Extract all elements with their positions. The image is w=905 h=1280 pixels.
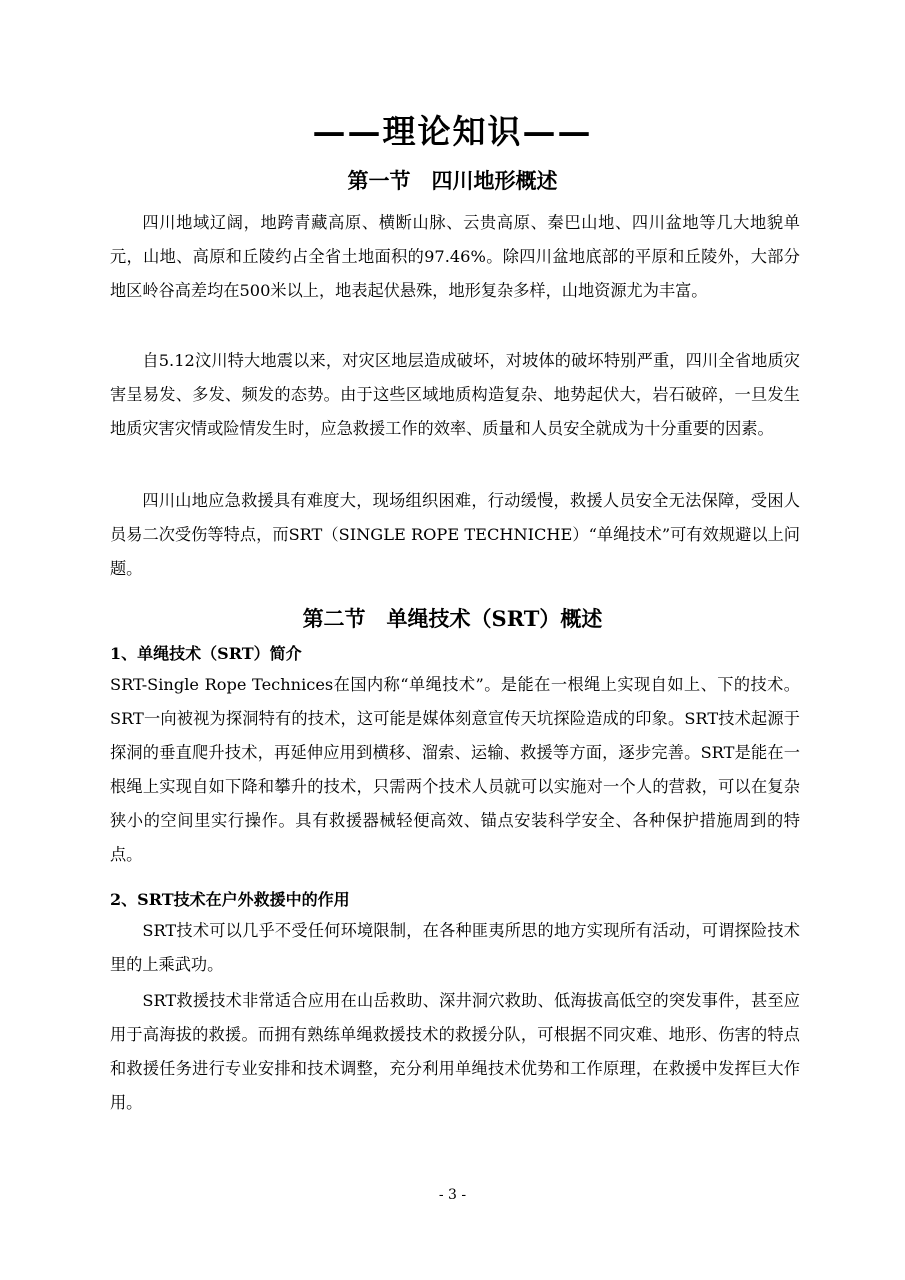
subsection-2-heading: 2、SRT技术在户外救援中的作用 xyxy=(110,890,350,909)
section-1-paragraph-1: 四川地域辽阔，地跨青藏高原、横断山脉、云贵高原、秦巴山地、四川盆地等几大地貌单元，山地、高原和丘陵约占全省土地面积的97.46%。除四川盆地底部的平原和丘陵外，大部分地区岭谷高差均在500米以上，地表起伏悬殊，地形复杂多样，山地资源尤为丰富。 xyxy=(110,213,800,300)
subsection-2-paragraph-1: SRT技术可以几乎不受任何环境限制，在各种匪夷所思的地方实现所有活动，可谓探险技术里的上乘武功。 xyxy=(110,921,800,974)
subsection-1-paragraph: SRT-Single Rope Technices在国内称“单绳技术”。是能在一根绳上实现自如上、下的技术。SRT一向被视为探洞特有的技术，这可能是媒体刻意宣传天坑探险造成的印象。SRT技术起源于探洞的垂直爬升技术，再延伸应用到横移、溜索、运输、救援等方面，逐步完善。SRT是能在一根绳上实现自如下降和攀升的技术，只需两个技术人员就可以实施对一个人的营救，可以在复杂狭小的空间里实行操作。具有救援器械轻便高效、锚点安装科学安全、各种保护措施周到的特点。 xyxy=(110,675,800,864)
section-1-heading: 第一节 四川地形概述 xyxy=(347,168,558,193)
page-title: ——理论知识—— xyxy=(312,112,593,151)
page-number: - 3 - xyxy=(438,1187,467,1203)
section-2-heading: 第二节 单绳技术（SRT）概述 xyxy=(302,606,603,631)
subsection-1-heading: 1、单绳技术（SRT）简介 xyxy=(110,644,302,663)
section-1-paragraph-3: 四川山地应急救援具有难度大，现场组织困难，行动缓慢，救援人员安全无法保障，受困人员易二次受伤等特点，而SRT（SINGLE ROPE TECHNICHE）“单绳技术”可有效规避以上问题。 xyxy=(110,491,800,578)
section-1-paragraph-2: 自5.12汶川特大地震以来，对灾区地层造成破坏，对坡体的破坏特别严重，四川全省地质灾害呈易发、多发、频发的态势。由于这些区域地质构造复杂、地势起伏大，岩石破碎，一旦发生地质灾害灾情或险情发生时，应急救援工作的效率、质量和人员安全就成为十分重要的因素。 xyxy=(110,351,800,438)
subsection-2-paragraph-2: SRT救援技术非常适合应用在山岳救助、深井洞穴救助、低海拔高低空的突发事件，甚至应用于高海拔的救援。而拥有熟练单绳救援技术的救援分队，可根据不同灾难、地形、伤害的特点和救援任务进行专业安排和技术调整，充分利用单绳技术优势和工作原理，在救援中发挥巨大作用。 xyxy=(110,991,800,1112)
